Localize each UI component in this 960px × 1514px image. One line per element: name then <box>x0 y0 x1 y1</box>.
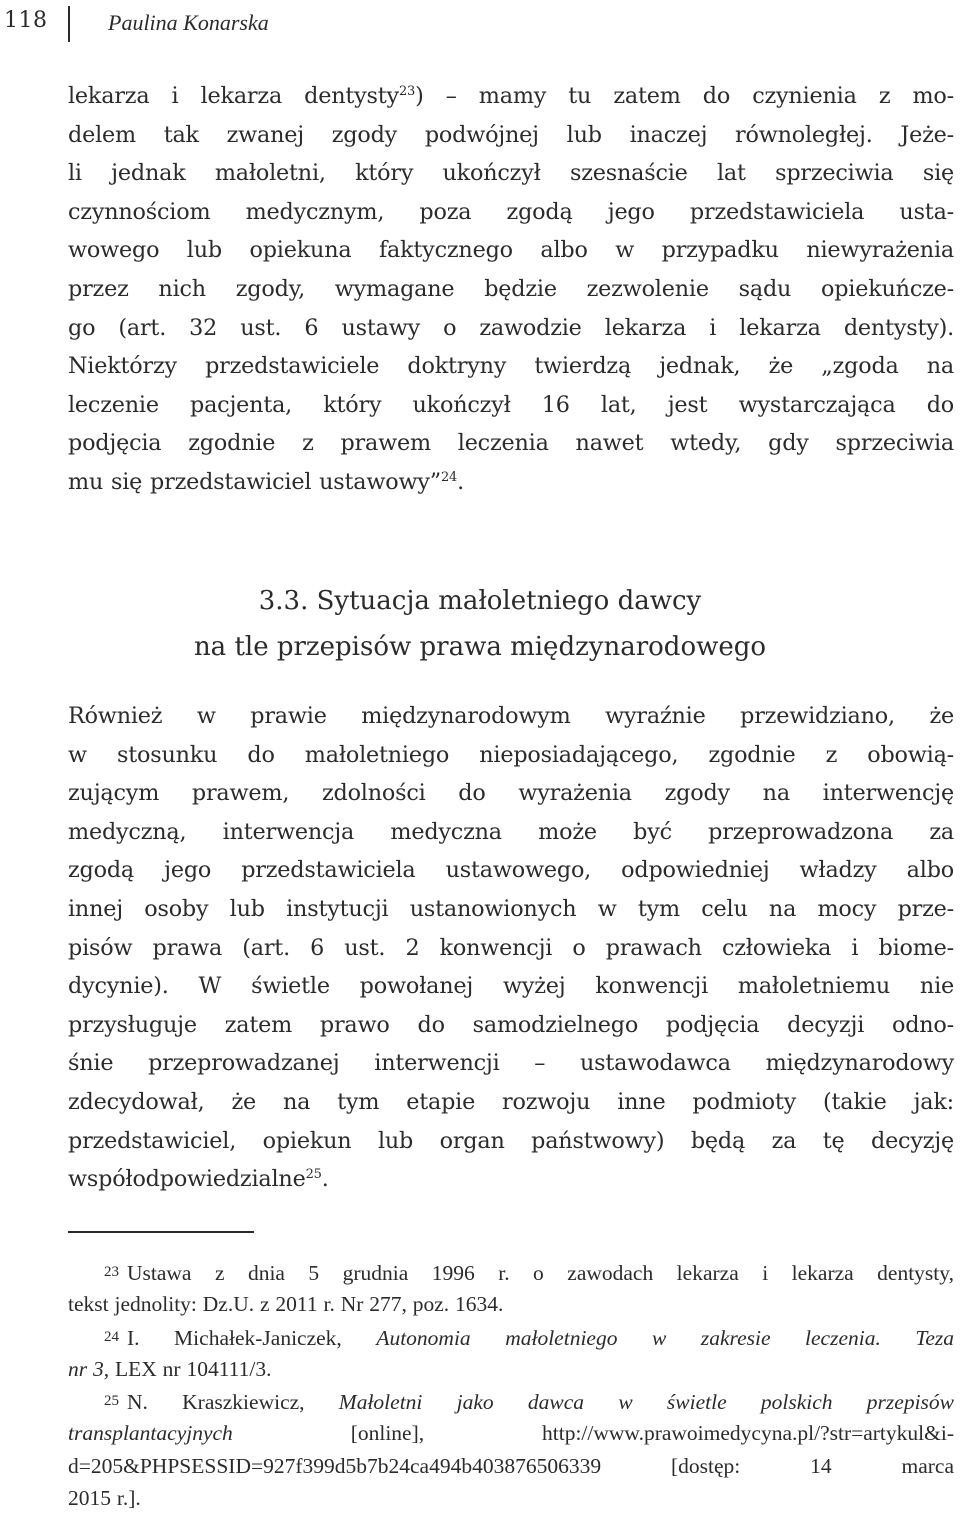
text-line: innej osoby lub instytucji ustanowionych w tym celu na mocy prze- <box>68 895 954 922</box>
text-line: śnie przeprowadzanej interwencji – ustawodawca międzynarodowy <box>68 1050 954 1077</box>
paragraph-continuation <box>68 77 954 502</box>
text-line: leczenie pacjenta, który ukończył 16 lat, jest wystarczająca do <box>68 391 954 418</box>
text-line: li jednak małoletni, który ukończył szesnaście lat sprzeciwia się <box>68 160 954 187</box>
text-span: , LEX nr 104111/3. <box>103 1356 272 1381</box>
section-heading-line2: na tle przepisów prawa międzynarodowego <box>193 632 767 662</box>
text-line: Również w prawie międzynarodowym wyraźnie przewidziano, że <box>68 703 954 729</box>
footnote-number: 24 <box>104 1328 119 1345</box>
text-line: przez nich zgody, wymagane będzie zezwolenie sądu opiekuńcze- <box>68 275 954 302</box>
text-line: czynnościom medycznym, poza zgodą jego przedstawiciela usta- <box>68 198 954 225</box>
text-line: zującym prawem, zdolności do wyrażenia zgody na interwencję <box>68 780 954 807</box>
footnote-line <box>68 1353 954 1385</box>
text-span: Ustawa z dnia 5 grudnia 1996 r. o zawodach lekarza i lekarza dentysty, <box>127 1261 954 1285</box>
text-span: lekarza i lekarza dentysty <box>68 83 399 109</box>
cited-title: nr 3 <box>68 1356 104 1381</box>
text-line: w stosunku do małoletniego nieposiadającego, zgodnie z obowią- <box>68 741 954 768</box>
text-line: go (art. 32 ust. 6 ustawy o zawodzie lekarza i lekarza dentysty). <box>68 314 954 341</box>
footnotes <box>68 1256 954 1514</box>
header-divider <box>68 6 70 42</box>
text-line: zgodą jego przedstawiciela ustawowego, odpowiedniej władzy albo <box>68 857 954 884</box>
text-line <box>68 463 954 502</box>
text-line: dycynie). W świetle powołanej wyżej konwencji małoletniemu nie <box>68 973 954 1000</box>
footnote-line <box>68 1417 954 1449</box>
text-span: mu się przedstawiciel ustawowy” <box>68 468 441 495</box>
text-line: przysługuje zatem prawo do samodzielnego podjęcia decyzji odno- <box>68 1011 954 1038</box>
footnote-25 <box>68 1385 954 1514</box>
paragraph-body <box>68 697 954 1199</box>
cited-title: Autonomia małoletniego w zakresie leczenia. Teza <box>376 1325 954 1350</box>
footnote-number: 25 <box>104 1393 119 1410</box>
text-line: zdecydował, że na tym etapie rozwoju inne podmioty (takie jak: <box>68 1088 954 1115</box>
footnote-line: d=205&PHPSESSID=927f399d5b7b24ca494b403876506339 [dostęp: 14 marca <box>68 1453 954 1478</box>
running-head-author: Paulina Konarska <box>108 10 269 35</box>
text-line: podjęcia zgodnie z prawem leczenia nawet wtedy, gdy sprzeciwia <box>68 430 954 457</box>
text-span: N. Kraszkiewicz, <box>127 1390 339 1415</box>
text-line: delem tak zwanej zgody podwójnej lub inaczej równoległej. Jeże- <box>68 121 954 148</box>
footnote-line: tekst jednolity: Dz.U. z 2011 r. Nr 277, poz. 1634. <box>68 1292 504 1317</box>
running-header <box>0 6 960 40</box>
footnote-line <box>68 1321 954 1353</box>
cited-title: transplantacyjnych <box>68 1421 233 1446</box>
text-line: przedstawiciel, opiekun lub organ państwowy) będą za tę decyzję <box>68 1127 954 1154</box>
text-span: współodpowiedzialne <box>68 1166 306 1193</box>
section-heading <box>0 578 960 670</box>
text-span: ) – mamy tu zatem do czynienia z mo- <box>415 83 954 109</box>
footnote-line: 2015 r.]. <box>68 1486 141 1511</box>
text-line: Niektórzy przedstawiciele doktryny twierdzą jednak, że „zgoda na <box>68 353 954 380</box>
text-line: medyczną, interwencja medyczna może być przeprowadzona za <box>68 818 954 845</box>
footnote-line <box>68 1256 954 1288</box>
footnote-ref-25: 25 <box>305 1167 322 1183</box>
footnote-number: 23 <box>104 1264 119 1280</box>
text-line <box>68 77 954 116</box>
text-span: . <box>457 468 465 495</box>
text-line: wowego lub opiekuna faktycznego albo w przypadku niewyrażenia <box>68 237 954 264</box>
footnote-url: [online], http://www.prawoimedycyna.pl/?str=artykul&i- <box>232 1421 954 1446</box>
section-heading-line1: 3.3. Sytuacja małoletniego dawcy <box>258 586 702 616</box>
text-line <box>68 1160 954 1199</box>
footnote-23 <box>68 1256 954 1321</box>
footnote-separator <box>68 1231 254 1233</box>
text-span: I. Michałek-Janiczek, <box>127 1325 377 1350</box>
footnote-line <box>68 1385 954 1417</box>
footnote-ref-24: 24 <box>440 469 458 485</box>
text-span: . <box>321 1166 329 1193</box>
page-number: 118 <box>4 8 48 33</box>
footnote-24 <box>68 1321 954 1386</box>
text-line: pisów prawa (art. 6 ust. 2 konwencji o prawach człowieka i biome- <box>68 934 954 961</box>
footnote-ref-23: 23 <box>398 84 416 99</box>
cited-title: Małoletni jako dawca w świetle polskich przepisów <box>338 1390 954 1415</box>
